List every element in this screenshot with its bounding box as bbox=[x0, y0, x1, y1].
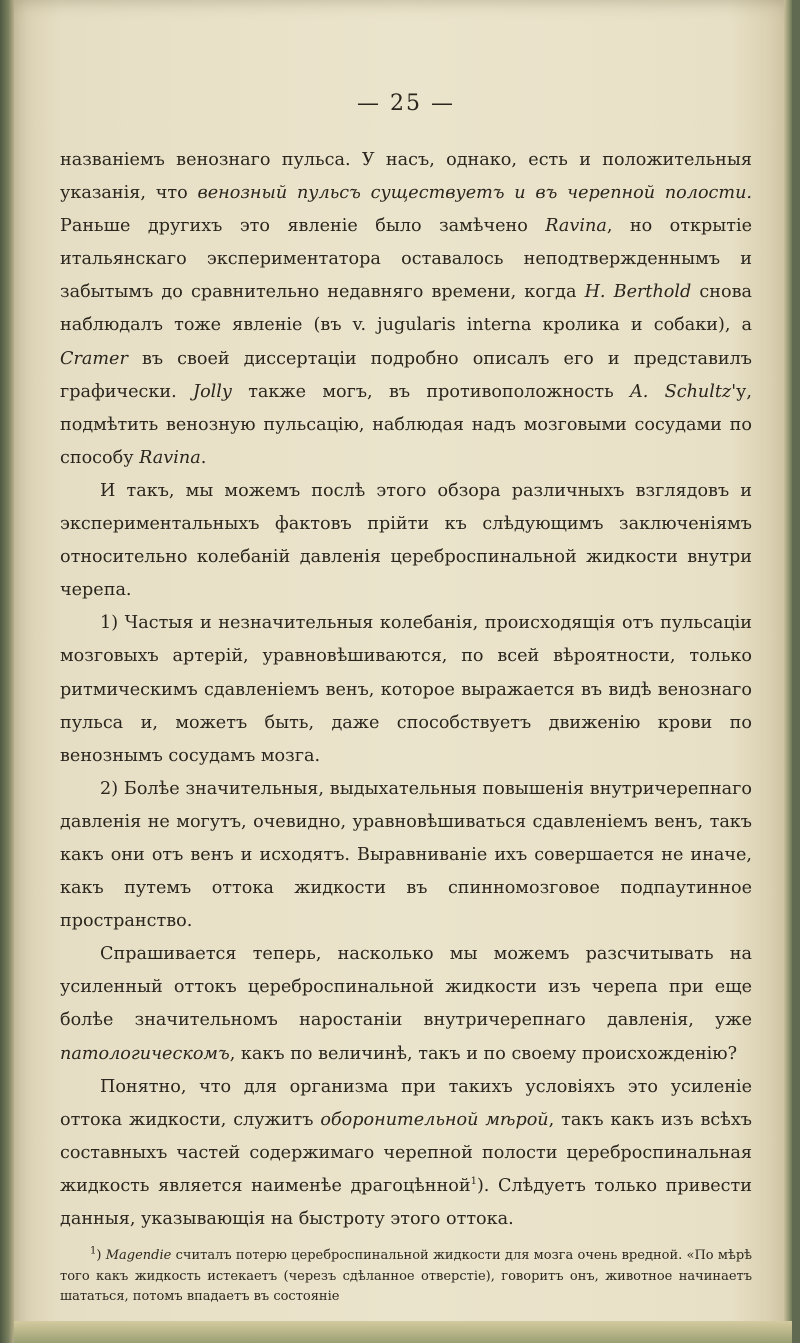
book-spine-shadow bbox=[0, 0, 14, 1343]
author-name-ravina: Ravina bbox=[545, 216, 607, 237]
footnote-reference: 1 bbox=[470, 1176, 477, 1188]
page-right-edge bbox=[784, 0, 792, 1343]
footnote-author-magendie: Magendie bbox=[105, 1248, 172, 1264]
paragraph-question bbox=[60, 938, 752, 1070]
emphasis-run: венозный пульсъ существуетъ и въ черепной полости. bbox=[197, 183, 752, 204]
footnote: $^1$) Magendie считалъ потерю цереброспинальной жидкости для мозга очень вредной. «По мѣрѣ того какъ жидкость истекаетъ (черезъ сдѣланное отверстіе), говоритъ онъ, животное начинаетъ шататься, потомъ впадаетъ въ состояніе bbox=[60, 1245, 752, 1305]
text-run: 'у, подмѣтить венозную пульсацію, наблюдая надъ мозговыми сосудами по способу bbox=[60, 381, 752, 468]
text-run: , но открытіе итальянскаго экспериментатора оставалось неподтвержденнымъ и забытымъ до сравнительно недавняго времени, когда bbox=[60, 216, 752, 303]
text-run: ). Слѣдуетъ только привести данныя, указывающія на быстроту этого оттока. bbox=[60, 1175, 752, 1229]
author-name-berthold: H. Berthold bbox=[584, 282, 692, 303]
footnote-text: считалъ потерю цереброспинальной жидкости для мозга очень вредной. «По мѣрѣ того какъ жидкость истекаетъ (черезъ сдѣланное отверстіе), говоритъ онъ, животное начинаетъ шататься, потомъ впадаетъ въ состояніе bbox=[60, 1248, 752, 1305]
text-run: также могъ, въ противоположность bbox=[231, 381, 631, 402]
text-run: въ своей диссертаціи подробно описалъ его и представилъ графически. bbox=[60, 348, 752, 402]
text-run: Раньше другихъ это явленіе было замѣчено bbox=[60, 216, 546, 237]
author-name-schultz: A. Schultz bbox=[630, 381, 732, 402]
page-text bbox=[60, 92, 752, 1308]
footnote-mark: 1 bbox=[90, 1245, 97, 1257]
text-run: , такъ какъ изъ всѣхъ составныхъ частей содержимаго черепной полости цереброспинальная жидкость является наименѣе драгоцѣнной bbox=[60, 1109, 752, 1196]
paragraph-conclusion-1: 1) Частыя и незначительныя колебанія, происходящія отъ пульсаціи мозговыхъ артерій, уравновѣшиваются, по всей вѣроятности, только ритмическимъ сдавленіемъ венъ, которое выражается въ видѣ венознаго пульса и, можетъ быть, даже способствуетъ движенію крови по венознымъ сосудамъ мозга. bbox=[60, 613, 752, 766]
text-run: названіемъ венознаго пульса. У насъ, однако, есть и положительныя указанія, что bbox=[60, 150, 752, 204]
paragraph-conclusions-intro: И такъ, мы можемъ послѣ этого обзора различныхъ взглядовъ и экспериментальныхъ фактовъ прійти къ слѣдующимъ заключеніямъ относительно колебаній давленія цереброспинальной жидкости внутри черепа. bbox=[60, 480, 752, 601]
emphasis-run: оборонительной мѣрой bbox=[320, 1109, 549, 1130]
text-run: снова наблюдалъ тоже явленіе (въ v. jugularis interna кролика и собаки), а bbox=[60, 282, 752, 336]
author-name-jolly: Jolly bbox=[193, 381, 232, 402]
author-name-ravina: Ravina bbox=[139, 447, 201, 468]
text-run: . bbox=[200, 447, 207, 468]
page-number: — 25 — bbox=[357, 91, 455, 116]
text-run: Понятно, что для организма при такихъ условіяхъ это усиленіе оттока жидкости, служитъ bbox=[60, 1076, 752, 1130]
paragraph-defensive-measure bbox=[60, 1071, 752, 1236]
paragraph-venous-pulse bbox=[60, 144, 752, 475]
paragraph-conclusion-2: 2) Болѣе значительныя, выдыхательныя повышенія внутричерепнаго давленія не могутъ, очевидно, уравновѣшиваться сдавленіемъ венъ, такъ какъ они отъ венъ и исходятъ. Выравниваніе ихъ совершается не иначе, какъ путемъ оттока жидкости въ спинномозговое подпаутинное пространство. bbox=[60, 778, 752, 932]
page-bottom-edge bbox=[14, 1321, 792, 1343]
text-run: Спрашивается теперь, насколько мы можемъ разсчитывать на усиленный оттокъ цереброспинальной жидкости изъ черепа при еще болѣе значительномъ наростаніи внутричерепнаго давленія, уже bbox=[60, 944, 752, 1031]
text-run: , какъ по величинѣ, такъ и по своему происхожденію? bbox=[229, 1043, 738, 1064]
emphasis-run: патологическомъ bbox=[60, 1043, 230, 1064]
author-name-cramer: Cramer bbox=[60, 348, 128, 369]
